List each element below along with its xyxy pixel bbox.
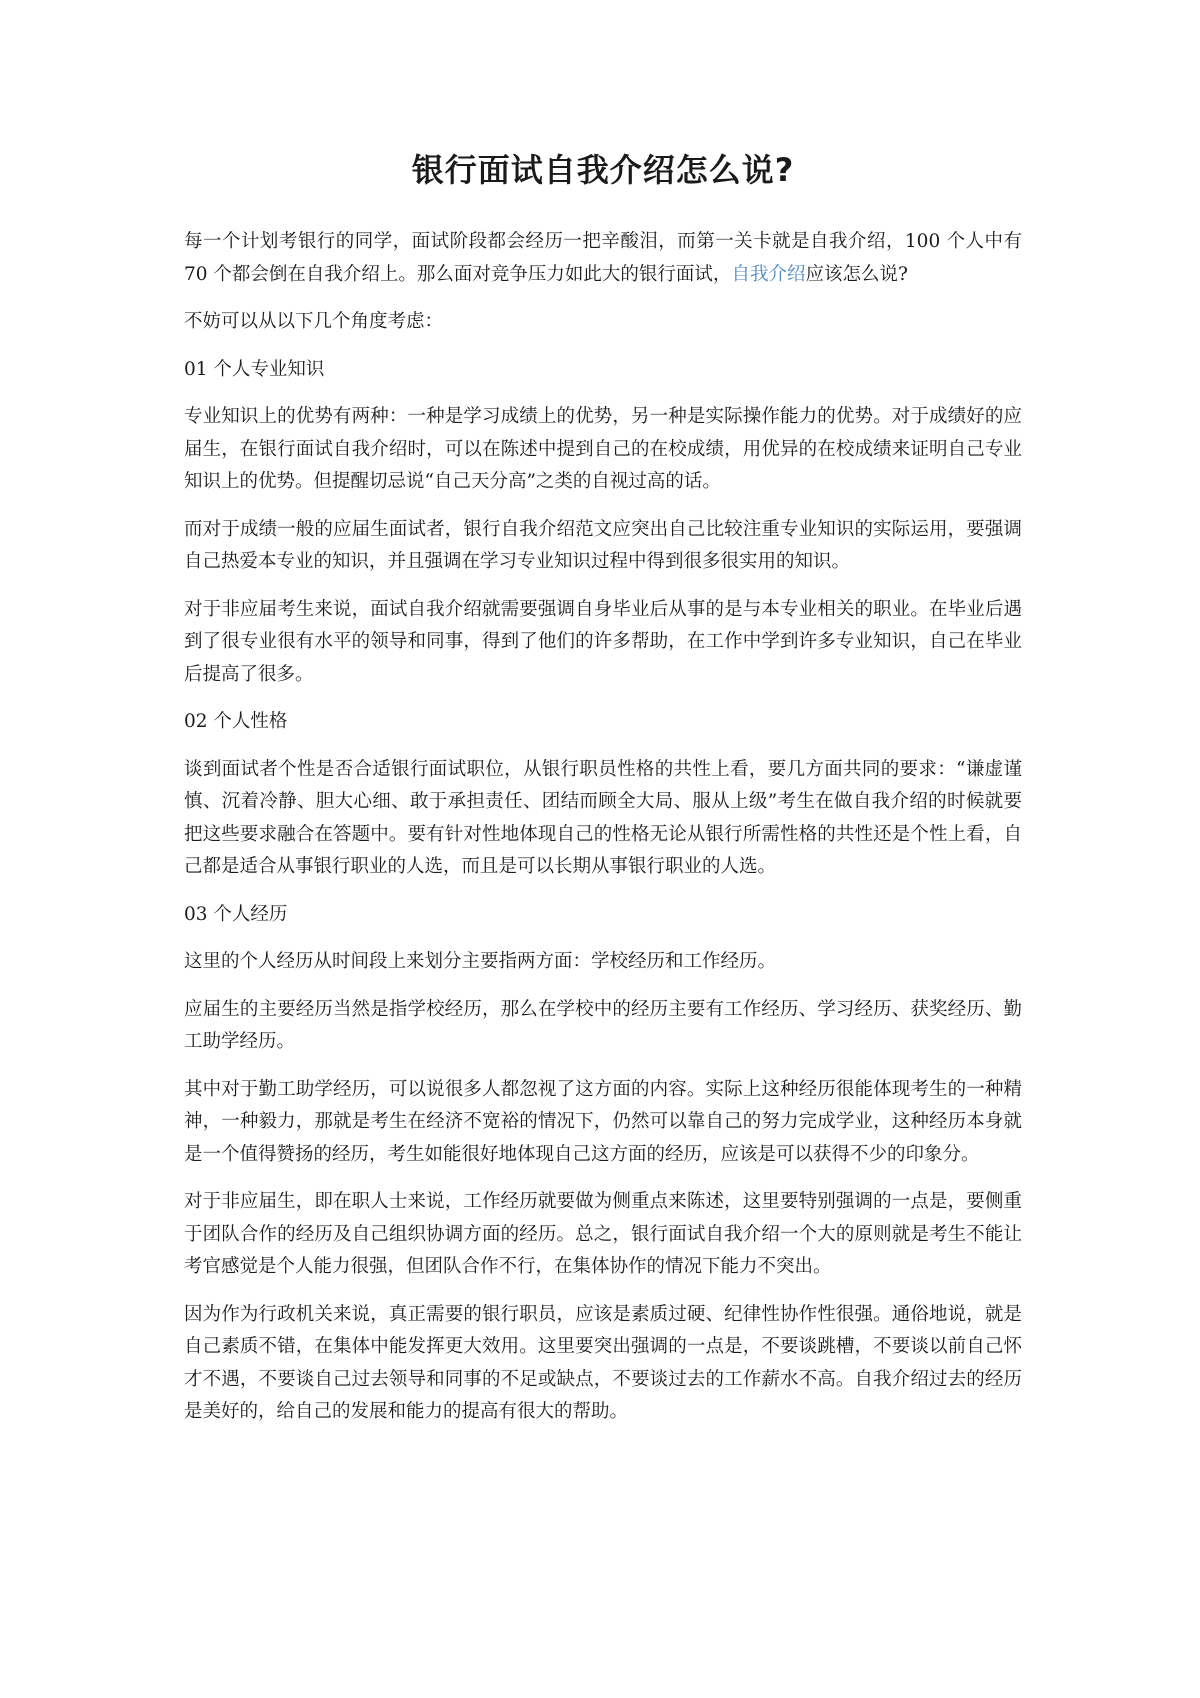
paragraph: 应届生的主要经历当然是指学校经历，那么在学校中的经历主要有工作经历、学习经历、获奖经历、勤工助学经历。 [184, 998, 1022, 1052]
intro-paragraph [184, 226, 1022, 291]
intro-text-end: 应该怎么说? [805, 263, 908, 285]
paragraph: 专业知识上的优势有两种：一种是学习成绩上的优势，另一种是实际操作能力的优势。对于成绩好的应届生，在银行面试自我介绍时，可以在陈述中提到自己的在校成绩，用优异的在校成绩来证明自己专业知识上的优势。但提醒切忌说“自己天分高”之类的自视过高的话。 [184, 406, 1022, 492]
section-heading-knowledge: 01 个人专业知识 [184, 358, 325, 380]
intro-text: 每一个计划考银行的同学，面试阶段都会经历一把辛酸泪，而第一关卡就是自我介绍，100 个人中有 70 个都会倒在自我介绍上。那么面对竞争压力如此大的银行面试， [184, 231, 1022, 285]
paragraph: 谈到面试者个性是否合适银行面试职位，从银行职员性格的共性上看，要几方面共同的要求：“谦虚谨慎、沉着冷静、胆大心细、敢于承担责任、团结而顾全大局、服从上级”考生在做自我介绍的时候就要把这些要求融合在答题中。要有针对性地体现自己的性格无论从银行所需性格的共性还是个性上看，自己都是适合从事银行职业的人选，而且是可以长期从事银行职业的人选。 [184, 758, 1022, 877]
paragraph: 而对于成绩一般的应届生面试者，银行自我介绍范文应突出自己比较注重专业知识的实际运用，要强调自己热爱本专业的知识，并且强调在学习专业知识过程中得到很多很实用的知识。 [184, 518, 1022, 572]
paragraph: 因为作为行政机关来说，真正需要的银行职员，应该是素质过硬、纪律性协作性很强。通俗地说，就是自己素质不错，在集体中能发挥更大效用。这里要突出强调的一点是，不要谈跳槽，不要谈以前自己怀才不遇，不要谈自己过去领导和同事的不足或缺点，不要谈过去的工作薪水不高。自我介绍过去的经历是美好的，给自己的发展和能力的提高有很大的帮助。 [184, 1303, 1022, 1422]
section-heading-personality: 02 个人性格 [184, 711, 288, 732]
self-intro-link[interactable]: 自我介绍 [731, 263, 806, 285]
document-title: 银行面试自我介绍怎么说? [411, 151, 795, 189]
paragraph: 对于非应届考生来说，面试自我介绍就需要强调自身毕业后从事的是与本专业相关的职业。在毕业后遇到了很专业很有水平的领导和同事，得到了他们的许多帮助，在工作中学到许多专业知识，自己在毕业后提高了很多。 [184, 598, 1022, 685]
lead-paragraph: 不妨可以从以下几个角度考虑： [184, 311, 444, 332]
paragraph: 对于非应届生，即在职人士来说，工作经历就要做为侧重点来陈述，这里要特别强调的一点是，要侧重于团队合作的经历及自己组织协调方面的经历。总之，银行面试自我介绍一个大的原则就是考生不能让考官感觉是个人能力很强，但团队合作不行，在集体协作的情况下能力不突出。 [184, 1191, 1022, 1277]
section-heading-experience: 03 个人经历 [184, 903, 288, 925]
paragraph: 其中对于勤工助学经历，可以说很多人都忽视了这方面的内容。实际上这种经历很能体现考生的一种精神，一种毅力，那就是考生在经济不宽裕的情况下，仍然可以靠自己的努力完成学业，这种经历本身就是一个值得赞扬的经历，考生如能很好地体现自己这方面的经历，应该是可以获得不少的印象分。 [184, 1078, 1022, 1165]
paragraph: 这里的个人经历从时间段上来划分主要指两方面：学校经历和工作经历。 [184, 951, 777, 972]
